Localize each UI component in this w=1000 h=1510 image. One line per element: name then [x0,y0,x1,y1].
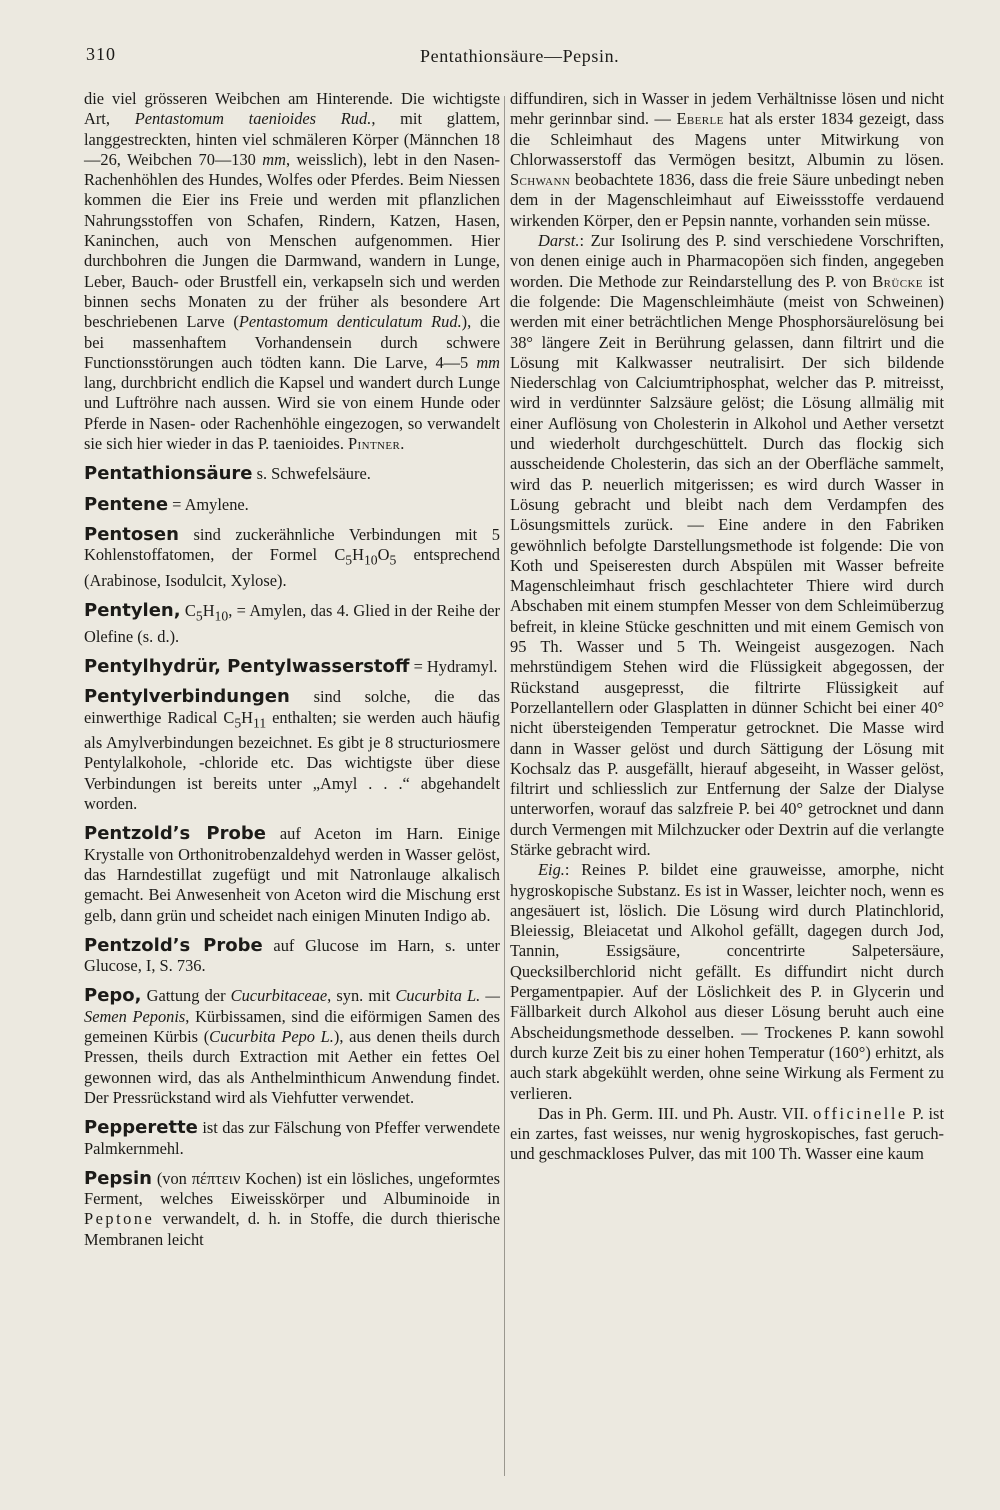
pepsin-paragraph-eigenschaften: Eig.: Reines P. bildet eine grauweisse, amorphe, nicht hygroskopische Substanz. Es ist in Wasser, leichter noch, wenn es angesäuert ist, löslich. Die Lösung wird durch Platinchlorid, Bleiessig, Bleiacetat und Alkohol gefällt, dagegen durch Jod, Tannin, Essigsäure, concentrirte Salpetersäure, Quecksilberchlorid nicht gefällt. Es diffundirt nicht durch Pergamentpapier. Auf der Löslichkeit des P. in Glycerin und Fällbarkeit durch Alkohol aus dieser Lösung beruht auch eine Abscheidungsmethode desselben. — Trockenes P. kann sowohl durch kurze Zeit bis zu einer hohen Temperatur (160°) erhitzt, als auch stark abgekühlt werden, ohne seine Wirkung als Ferment zu verlieren. [510,860,944,1103]
entry-pentosen: Pentosen sind zuckerähnliche Verbindungen mit 5 Kohlenstoffatomen, der Formel $C_5H_{10}O_5$ entsprechend (Arabinose, Isodulcit, Xylose). [84,523,500,590]
headword: Pentylhydrür, Pentylwasserstoff [84,655,410,677]
page-number: 310 [86,44,116,64]
entry-pepo: Pepo, Gattung der Cucurbitaceae, syn. mit Cucurbita L. — Semen Peponis, Kürbissamen, sind die eiförmigen Samen des gemeinen Kürbis (Cucurbita Pepo L.), aus denen theils durch Pressen, theils durch Extraction mit Aether ein fettes Oel gewonnen wird, das als Anthelminthicum Anwendung findet. Der Pressrückstand wird als Viehfutter verwendet. [84,985,500,1107]
headword: Pentzold’s Probe [84,823,266,845]
entry-pentene: Pentene = Amylene. [84,493,249,515]
entry-pepsin: Pepsin (von πέπτειν Kochen) ist ein lösliches, ungeformtes Ferment, welches Eiweisskörper und Albuminoide in Peptone verwandelt, d. h. in Stoffe, die durch thierische Membranen leicht [84,1167,500,1249]
headword: Pentylverbindungen [84,686,290,708]
headword: Pepperette [84,1117,198,1139]
entry-pentylhydruer: Pentylhydrür, Pentylwasserstoff = Hydramyl. [84,655,498,677]
entry-pepperette: Pepperette ist das zur Fälschung von Pfeffer verwendete Palmkernmehl. [84,1117,500,1158]
left-column [84,89,500,1250]
headword: Pentathionsäure [84,463,253,485]
pepsin-paragraph-history: diffundiren, sich in Wasser in jedem Verhältnisse lösen und nicht mehr gerinnbar sind. — Eberle hat als erster 1834 gezeigt, dass die Schleimhaut des Magens unter Mitwirkung von Chlorwasserstoff das Vermögen besitzt, Albumin zu lösen. Schwann beobachtete 1836, dass die freie Säure unbedingt neben dem in der Magenschleimhaut auf Eiweissstoffe verdauend wirkenden Körper, den er Pepsin nannte, vorhanden sein müsse. [510,89,944,230]
headword: Pentosen [84,523,179,545]
headword: Pentylen, [84,600,181,622]
pepsin-paragraph-officinell: Das in Ph. Germ. III. und Ph. Austr. VII. officinelle P. ist ein zartes, fast weisses, nur wenig hygroskopisches, fast geruch- und geschmackloses Pulver, das mit 100 Th. Wasser eine kaum [510,1103,944,1164]
entry-pentastomum-continued: die viel grösseren Weibchen am Hinterende. Die wichtigste Art, Pentastomum taenioides Rud., mit glattem, langgestreckten, hinten viel schmäleren Körper (Männchen 18—26, Weibchen 70—130 mm, weisslich), lebt in den Nasen-Rachenhöhlen des Hundes, Wolfes oder Pferdes. Beim Niessen kommen die Eier ins Freie und werden mit pflanzlichen Nahrungsstoffen von Schafen, Rindern, Katzen, Hasen, Kaninchen, auch von Menschen aufgenommen. Hier durchbohren die Jungen die Darmwand, wandern in Lunge, Leber, Bauch- oder Brustfell ein, verkapseln sich und werden binnen sechs Monaten zu der früher als besondere Art beschriebenen Larve (Pentastomum denticulatum Rud.), die bei massenhaftem Vorhandensein durch schwere Functionsstörungen auch tödten kann. Die Larve, 4—5 mm lang, durchbricht endlich die Kapsel und wandert durch Lunge und Luftröhre nach aussen. Wird sie von einem Hunde oder Pferde in Nasen- oder Rachenhöhle eingezogen, so verwandelt sie sich hier wieder in das P. taenioides. Pintner. [84,89,501,454]
pepsin-paragraph-darstellung: Darst.: Zur Isolirung des P. sind verschiedene Vorschriften, von denen einige auch in Pharmacopöen sich finden, angegeben worden. Die Methode zur Reindarstellung des P. von Brücke ist die folgende: Die Magenschleimhäute (meist von Schweinen) werden mit einer beträchtlichen Menge Phosphorsäurelösung bei 38° längere Zeit in Berührung gelassen, dann filtrirt und die Lösung mit Kalkwasser neutralisirt. Der sich bildende Niederschlag von Calciumtriphosphat, welcher das P. mitreisst, wird in verdünnter Salzsäure gelöst; die Lösung allmälig mit einer Auflösung von Cholesterin in Alkohol und Aether versetzt und wiederholt durchgeschüttelt. Durch das flockig sich ausscheidende Cholesterin, das sich an der Oberfläche sammelt, wird das P. neuerlich mitgerissen; es wird durch Wasser in Lösung gebracht und bleibt nach dem Verdampfen des Lösungsmittels zurück. — Eine andere in den Fabriken gewöhnlich befolgte Darstellungsmethode ist folgende: Die von Koth und Speiseresten durch Abspülen mit Wasser befreite Magenschleimhaut frisch geschlachteter Thiere wird durch Abschaben mit einem stumpfen Messer von dem Schleimüberzug befreit, in kleine Stücke geschnitten und mit einem Gemisch von 95 Th. Wasser und 5 Th. Weingeist ausgezogen. Nach mehrstündigem Stehen wird die Flüssigkeit abgegossen, der Rückstand ausgepresst, die filtrirte Flüssigkeit auf Porzellantellern oder Glasplatten in dünner Schicht bei einer 40° nicht übersteigenden Temperatur getrocknet. Die Masse wird dann in Wasser gelöst und durch Sättigung der Lösung mit Kochsalz das P. ausgefällt, hierauf abgeseiht, in Wasser gelöst, filtrirt und schliesslich zur Entfernung der Salze der Dialyse unterworfen, worauf das salzfreie P. bei 40° getrocknet und dann durch Vermengen mit Milchzucker oder Dextrin auf die verlangte Stärke gebracht wird. [510,231,944,859]
headword: Pentene [84,493,169,515]
headword: Pentzold’s Probe [84,934,263,956]
author-signature: Pintner. [348,434,405,454]
author-name: Eberle [676,109,724,129]
running-title: Pentathionsäure—Pepsin. [420,46,620,66]
headword: Pepo, [84,985,142,1007]
entry-pentzold-glucose: Pentzold’s Probe auf Glucose im Harn, s. unter Glucose, I, S. 736. [84,934,500,976]
entry-pentylverbindungen: Pentylverbindungen sind solche, die das einwerthige Radical $C_5H_{11}$ enthalten; sie werden auch häufig als Amylverbindungen bezeichnet. Es gibt je 8 structuriosmere Pentylalkohole, -chloride etc. Das wichtigste über diese Verbindungen ist bereits unter „Amyl . . .“ abgehandelt worden. [84,686,500,814]
author-name: Schwann [510,170,571,190]
right-column [510,89,944,1165]
column-divider [504,96,505,1476]
author-name: Brücke [872,271,923,291]
page-header [0,44,1000,74]
headword: Pepsin [84,1167,152,1189]
entry-pentylen: Pentylen, $C_5H_{10}$, = Amylen, das 4. Glied in der Reihe der Olefine (s. d.). [84,600,500,646]
entry-pentathionsaeure: Pentathionsäure s. Schwefelsäure. [84,463,371,485]
entry-pentzold-aceton: Pentzold’s Probe auf Aceton im Harn. Einige Krystalle von Orthonitrobenzaldehyd werden in Wasser gelöst, das Harndestillat zugefügt und mit Natronlauge alkalisch gemacht. Bei Anwesenheit von Aceton wird die Mischung erst gelb, dann grün und scheidet nach einigen Minuten Indigo ab. [84,823,500,925]
